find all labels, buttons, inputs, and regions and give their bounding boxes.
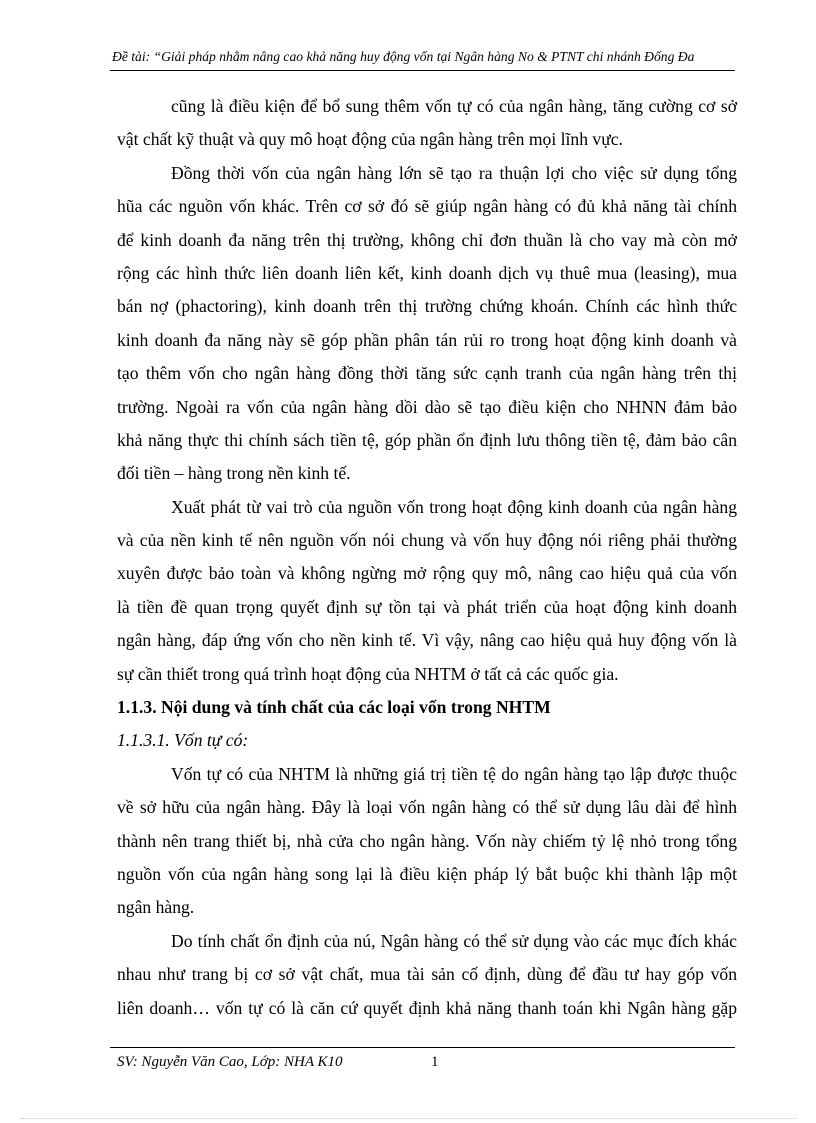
text-line: nhau như trang bị cơ sở vật chất, mua tài sản cố định, dùng để đầu tư hay góp vốn	[117, 964, 737, 985]
text-line: ngân hàng, đáp ứng vốn cho nền kinh tế. Vì vậy, nâng cao hiệu quả huy động vốn là	[117, 630, 737, 651]
text-line: rộng các hình thức liên doanh liên kết, kinh doanh dịch vụ thuê mua (leasing), mua	[117, 262, 737, 283]
footer-divider	[110, 1047, 735, 1048]
text-line: và của nền kinh tế nên nguồn vốn nói chung và vốn huy động nói riêng phải thường	[117, 530, 737, 551]
text-line: ngân hàng.	[117, 897, 195, 918]
page-number: 1	[431, 1054, 439, 1070]
text-line: sự cần thiết trong quá trình hoạt động của NHTM ở tất cả các quốc gia.	[117, 663, 619, 684]
text-line: thành nên trang thiết bị, nhà cửa cho ngân hàng. Vốn này chiếm tỷ lệ nhỏ trong tổng	[117, 830, 737, 851]
document-body	[117, 90, 737, 1025]
text-line: trường. Ngoài ra vốn của ngân hàng dồi dào sẽ tạo điều kiện cho NHNN đảm bảo	[117, 396, 737, 417]
subsection-heading: 1.1.3.1. Vốn tự có:	[117, 730, 249, 751]
text-line: Vốn tự có của NHTM là những giá trị tiền tệ do ngân hàng tạo lập được thuộc	[171, 763, 737, 784]
text-line: đối tiền – hàng trong nền kinh tế.	[117, 463, 351, 484]
text-line: là tiền đề quan trọng quyết định sự tồn tại và phát triển của hoạt động kinh doanh	[117, 596, 737, 617]
text-line: Xuất phát từ vai trò của nguồn vốn trong hoạt động kinh doanh của ngân hàng	[171, 496, 737, 517]
text-line: bán nợ (phactoring), kinh doanh trên thị trường chứng khoán. Chính các hình thức	[117, 296, 737, 317]
text-line: tạo thêm vốn cho ngân hàng đồng thời tăng sức cạnh tranh của ngân hàng trên thị	[117, 363, 737, 384]
page-footer: SV: Nguyễn Văn Cao, Lớp: NHA K10	[117, 1054, 343, 1070]
text-line: nguồn vốn của ngân hàng song lại là điều kiện pháp lý bắt buộc khi thành lập một	[117, 863, 737, 884]
text-line: khả năng thực thi chính sách tiền tệ, góp phần ổn định lưu thông tiền tệ, đảm bảo cân	[117, 429, 737, 450]
text-line: để kinh doanh đa năng trên thị trường, không chỉ đơn thuần là cho vay mà còn mở	[117, 229, 737, 250]
page-bottom-dotted-line	[20, 1118, 796, 1119]
header-divider	[110, 70, 735, 71]
section-heading: 1.1.3. Nội dung và tính chất của các loại vốn trong NHTM	[117, 697, 551, 718]
text-line: vật chất kỹ thuật và quy mô hoạt động của ngân hàng trên mọi lĩnh vực.	[117, 129, 623, 150]
text-line: liên doanh… vốn tự có là căn cứ quyết định khả năng thanh toán khi Ngân hàng gặp	[117, 997, 737, 1018]
text-line: hũa các nguồn vốn khác. Trên cơ sở đó sẽ giúp ngân hàng có đủ khả năng tài chính	[117, 196, 737, 217]
page-header: Đề tài: “Giải pháp nhằm nâng cao khả năng huy động vốn tại Ngân hàng No & PTNT chi nhánh Đống Đa	[112, 49, 695, 64]
text-line: kinh doanh đa năng này sẽ góp phần phân tán rủi ro trong hoạt động kinh doanh và	[117, 329, 737, 350]
text-line: Đồng thời vốn của ngân hàng lớn sẽ tạo ra thuận lợi cho việc sử dụng tổng	[171, 162, 737, 183]
text-line: cũng là điều kiện để bổ sung thêm vốn tự có của ngân hàng, tăng cường cơ sở	[171, 96, 737, 116]
text-line: Do tính chất ổn định của nú, Ngân hàng có thể sử dụng vào các mục đích khác	[171, 930, 737, 951]
text-line: xuyên được bảo toàn và không ngừng mở rộng quy mô, nâng cao hiệu quả của vốn	[117, 563, 737, 584]
text-line: về sở hữu của ngân hàng. Đây là loại vốn ngân hàng có thể sử dụng lâu dài để hình	[117, 797, 737, 818]
